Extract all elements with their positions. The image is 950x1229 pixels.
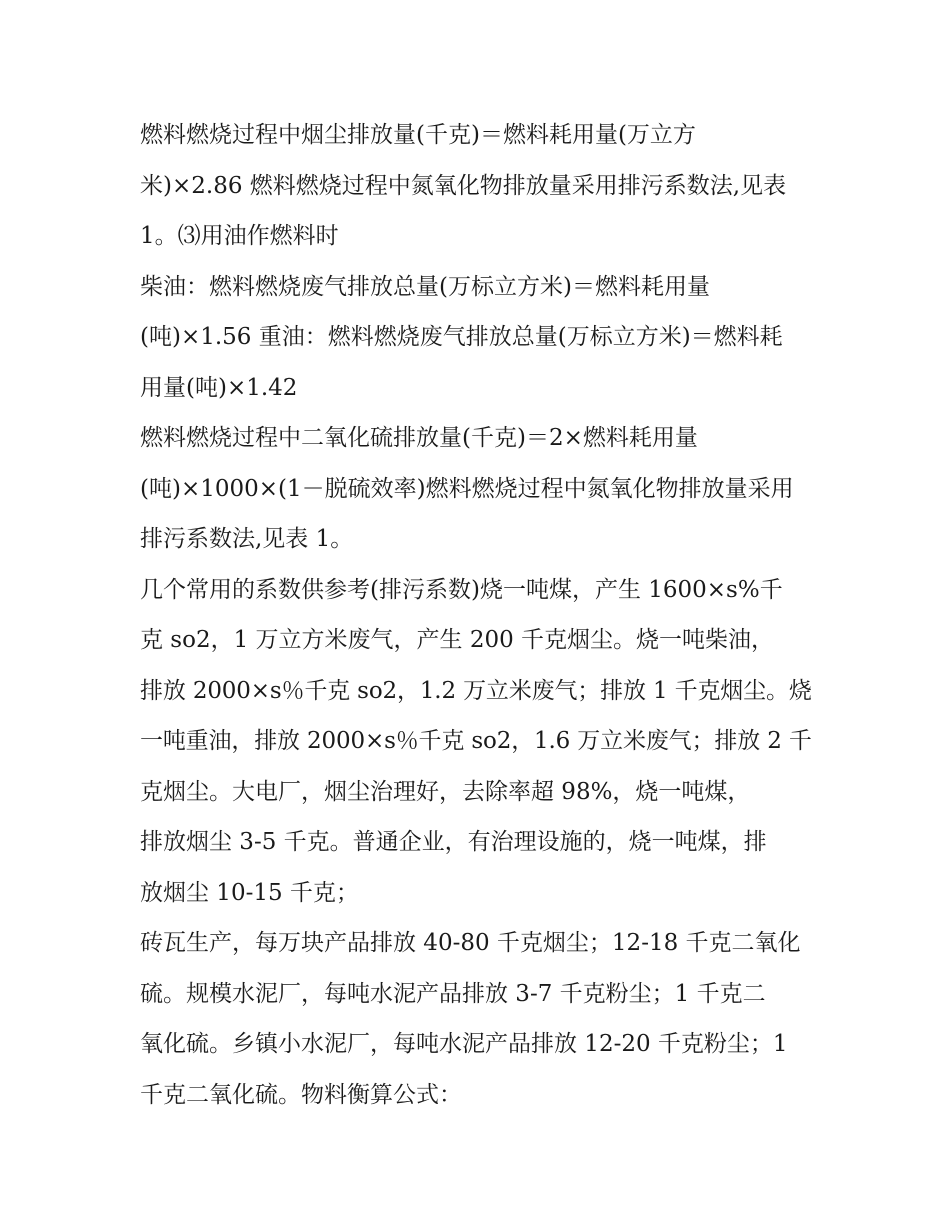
text-line: 砖瓦生产，每万块产品排放 40-80 千克烟尘；12-18 千克二氧化 [140, 930, 801, 956]
text-line: 排放烟尘 3-5 千克。普通企业，有治理设施的，烧一吨煤，排 [140, 829, 767, 855]
text-line: 用量(吨)×1.42 [140, 374, 298, 401]
text-line: (吨)×1.56 重油：燃料燃烧废气排放总量(万标立方米)＝燃料耗 [140, 324, 783, 350]
text-line: 一吨重油，排放 2000×s％千克 so2，1.6 万立米废气；排放 2 千 [140, 728, 812, 754]
text-line: 硫。规模水泥厂，每吨水泥产品排放 3-7 千克粉尘；1 千克二 [140, 980, 766, 1007]
text-line: 1。⑶用油作燃料时 [140, 223, 339, 249]
text-line: 排放 2000×s％千克 so2，1.2 万立米废气；排放 1 千克烟尘。烧 [140, 677, 812, 704]
body-text [140, 110, 812, 1120]
text-line: 柴油：燃料燃烧废气排放总量(万标立方米)＝燃料耗用量 [140, 273, 710, 300]
text-line: 放烟尘 10-15 千克； [140, 879, 359, 906]
text-line: (吨)×1000×(1－脱硫效率)燃料燃烧过程中氮氧化物排放量采用 [140, 475, 794, 502]
text-line: 氧化硫。乡镇小水泥厂，每吨水泥产品排放 12-20 千克粉尘；1 [140, 1031, 788, 1057]
text-line: 千克二氧化硫。物料衡算公式： [140, 1081, 462, 1108]
text-line: 燃料燃烧过程中烟尘排放量(千克)＝燃料耗用量(万立方 [140, 122, 696, 148]
text-line: 克 so2，1 万立方米废气，产生 200 千克烟尘。烧一吨柴油， [140, 627, 775, 653]
text-line: 排污系数法,见表 1。 [140, 526, 354, 552]
text-line: 燃料燃烧过程中二氧化硫排放量(千克)＝2×燃料耗用量 [140, 425, 698, 451]
text-line: 几个常用的系数供参考(排污系数)烧一吨煤，产生 1600×s%千 [140, 576, 783, 603]
text-line: 米)×2.86 燃料燃烧过程中氮氧化物排放量采用排污系数法,见表 [140, 172, 787, 199]
text-line: 克烟尘。大电厂，烟尘治理好，去除率超 98%，烧一吨煤， [140, 778, 751, 805]
